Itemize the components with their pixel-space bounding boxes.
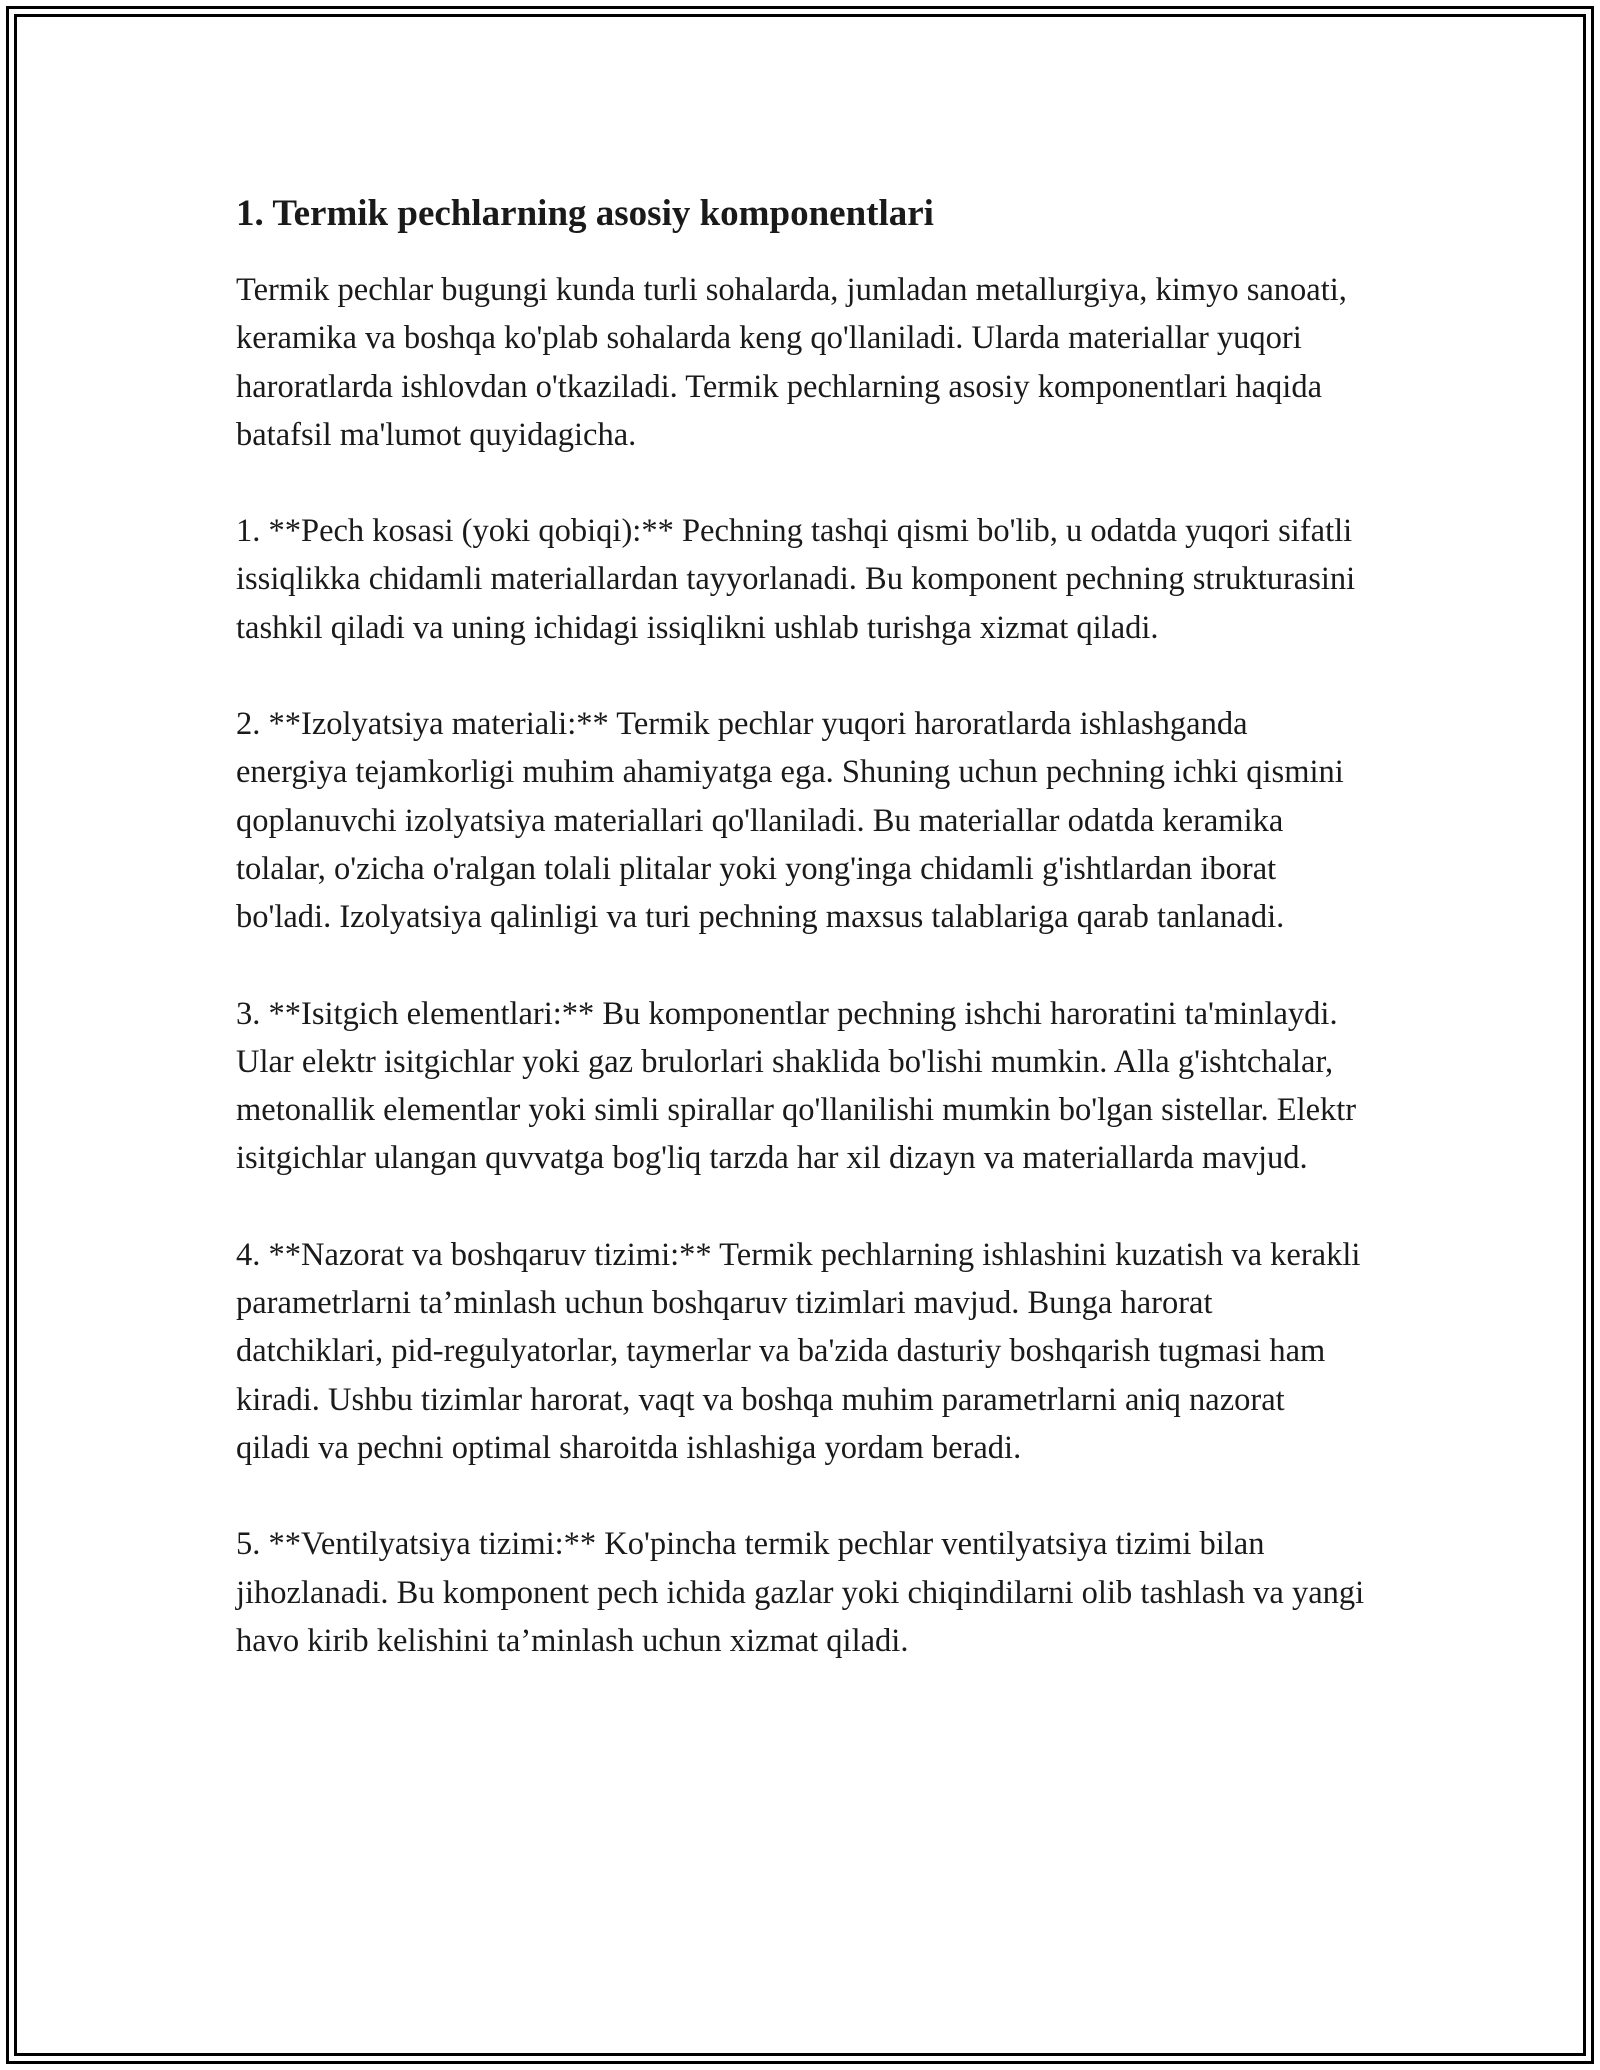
list-item: 4. **Nazorat va boshqaruv tizimi:** Termik pechlarning ishlashini kuzatish va kerakli parametrlarni ta’minlash uchun boshqaruv tizimlari mavjud. Bunga harorat datchiklari, pid-regulyatorlar, taymerlar va ba'zida dasturiy boshqarish tugmasi ham kiradi. Ushbu tizimlar harorat, vaqt va boshqa muhim parametrlarni aniq nazorat qiladi va pechni optimal sharoitda ishlashiga yordam beradi. [236,1236,1361,1466]
document-title: 1. Termik pechlarning asosiy komponentlari [236,193,934,234]
list-item: 5. **Ventilyatsiya tizimi:** Ko'pincha termik pechlar ventilyatsiya tizimi bilan jihozlanadi. Bu komponent pech ichida gazlar yoki chiqindilarni olib tashlash va yangi havo kirib kelishini ta’minlash uchun xizmat qiladi. [236,1526,1365,1659]
list-item: 3. **Isitgich elementlari:** Bu komponentlar pechning ishchi haroratini ta'minlaydi. Ular elektr isitgichlar yoki gaz brulorlari shaklida bo'lishi mumkin. Alla g'ishtchalar, metonallik elementlar yoki simli spirallar qo'llanilishi mumkin bo'lgan sistellar. Elektr isitgichlar ulangan quvvatga bog'liq tarzda har xil dizayn va materiallarda mavjud. [236,995,1357,1177]
document-body [236,188,1366,1713]
list-item: 1. **Pech kosasi (yoki qobiqi):** Pechning tashqi qismi bo'lib, u odatda yuqori sifatli issiqlikka chidamli materiallardan tayyorlanadi. Bu komponent pechning strukturasini tashkil qiladi va uning ichidagi issiqlikni ushlab turishga xizmat qiladi. [236,513,1356,646]
intro-paragraph: Termik pechlar bugungi kunda turli sohalarda, jumladan metallurgiya, kimyo sanoati, keramika va boshqa ko'plab sohalarda keng qo'llaniladi. Ularda materiallar yuqori haroratlarda ishlovdan o'tkaziladi. Termik pechlarning asosiy komponentlari haqida batafsil ma'lumot quyidagicha. [236,272,1347,453]
list-item: 2. **Izolyatsiya materiali:** Termik pechlar yuqori haroratlarda ishlashganda energiya tejamkorligi muhim ahamiyatga ega. Shuning uchun pechning ichki qismini qoplanuvchi izolyatsiya materiallari qo'llaniladi. Bu materiallar odatda keramika tolalar, o'zicha o'ralgan tolali plitalar yoki yong'inga chidamli g'ishtlardan iborat bo'ladi. Izolyatsiya qalinligi va turi pechning maxsus talablariga qarab tanlanadi. [236,706,1344,936]
